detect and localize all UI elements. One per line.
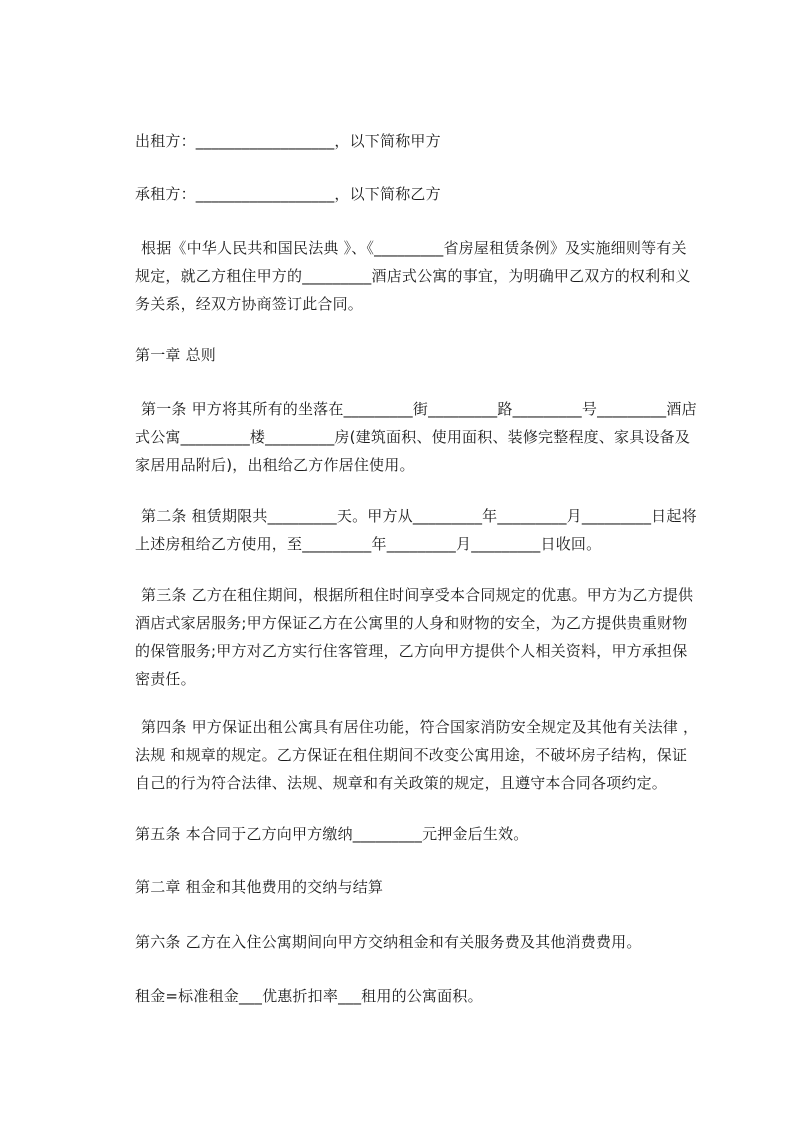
chapter-2-heading: 第二章 租金和其他费用的交纳与结算 <box>135 878 384 896</box>
lessee-line: 承租方：__________________，以下简称乙方 <box>135 185 441 203</box>
article-6: 第六条 乙方在入住公寓期间向甲方交纳租金和有关服务费及其他消费费用。 <box>135 933 642 951</box>
article-4: 第四条 甲方保证出租公寓具有居住功能，符合国家消防安全规定及其他有关法律 ，法规 和规章的规定。乙方保证在租住期间不改变公寓用途，不破坏房子结构，保证自己的行为符合法律、法规、规章和有关政策的规定，且遵守本合同各项约定。 <box>135 718 699 792</box>
lessor-line: 出租方：__________________，以下简称甲方 <box>135 132 441 150</box>
article-1: 第一条 甲方将其所有的坐落在_________街_________路_________号_________酒店式公寓_________楼_________房(建筑面积、使用面积、装修完整程度、家具设备及家居用品附后)，出租给乙方作居住使用。 <box>135 400 697 474</box>
chapter-1-heading: 第一章 总则 <box>135 346 216 364</box>
article-2: 第二条 租赁期限共_________天。甲方从_________年_________月_________日起将上述房租给乙方使用，至_________年_________月_________日收回。 <box>135 507 697 553</box>
rent-formula: 租金=标准租金___优惠折扣率___租用的公寓面积。 <box>135 987 483 1005</box>
preamble-paragraph: 根据《中华人民共和国民法典 》、《_________省房屋租赁条例》及实施细则等有关规定，就乙方租住甲方的_________酒店式公寓的事宜，为明确甲乙双方的权利和义务关系，经双方协商签订此合同。 <box>135 239 691 313</box>
article-5: 第五条 本合同于乙方向甲方缴纳_________元押金后生效。 <box>135 825 529 843</box>
article-3: 第三条 乙方在租住期间，根据所租住时间享受本合同规定的优惠。甲方为乙方提供酒店式家居服务;甲方保证乙方在公寓里的人身和财物的安全，为乙方提供贵重财物的保管服务;甲方对乙方实行住客管理，乙方向甲方提供个人相关资料，甲方承担保密责任。 <box>135 586 694 688</box>
